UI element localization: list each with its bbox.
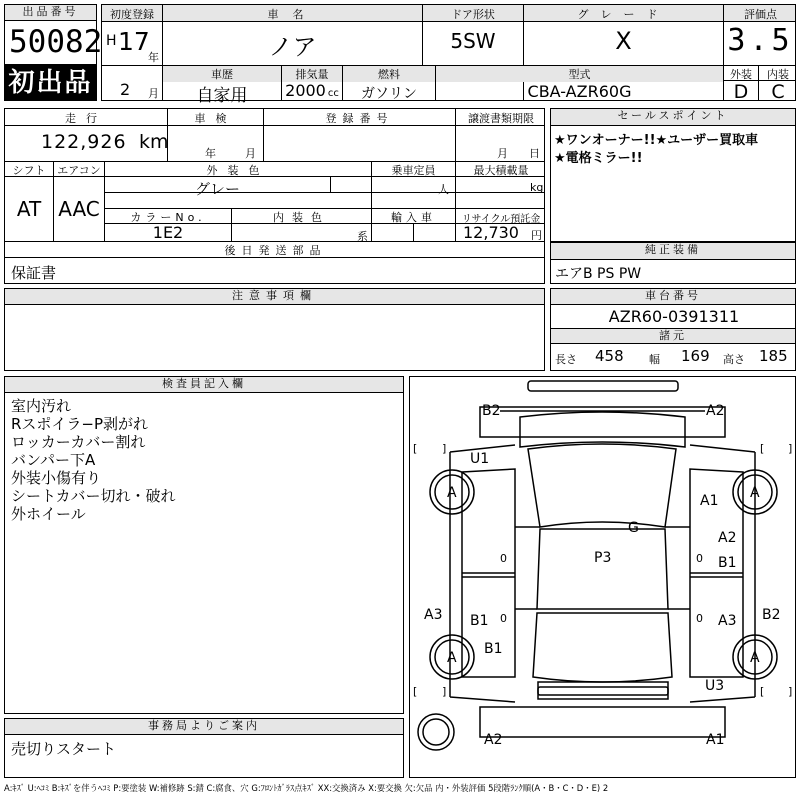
inspector-line: シートカバー切れ・破れ xyxy=(11,487,176,505)
disp-unit: cc xyxy=(327,88,339,99)
transfer-label: 譲渡書類期限 xyxy=(468,112,534,125)
ext-grade: D xyxy=(733,81,749,103)
mark-b1-lower: B1 xyxy=(484,641,503,657)
lot-box xyxy=(4,4,103,65)
mark-b2-top: B2 xyxy=(482,403,501,419)
mark-a2-bottom: A2 xyxy=(484,732,503,748)
inspector-line: 外装小傷有り xyxy=(11,469,102,487)
transfer-day-unit: 日 xyxy=(529,147,540,160)
sales-label: セールスポイント xyxy=(551,109,795,126)
recycle-unit: 円 xyxy=(531,229,542,242)
bracket-close-bl: ] xyxy=(442,685,447,698)
model-label: 型式 xyxy=(436,66,723,82)
fuel-label: 燃料 xyxy=(343,66,435,82)
ac-label: エアコン xyxy=(57,164,101,177)
mark-u1: U1 xyxy=(470,451,490,467)
sales-line-2: ★電格ミラー!! xyxy=(554,151,643,166)
score-label: 評価点 xyxy=(744,8,777,21)
inspection-label: 車検 xyxy=(194,112,237,125)
colorno-label: カラーNo. xyxy=(130,211,206,224)
bracket-close-tl: ] xyxy=(442,442,447,455)
ac: AAC xyxy=(58,197,100,221)
history: 自家用 xyxy=(196,86,248,106)
chassis-box xyxy=(550,288,796,371)
vehicle-info-box xyxy=(101,4,796,106)
length: 458 xyxy=(595,347,624,365)
mark-b1-right: B1 xyxy=(718,555,737,571)
model: CBA-AZR60G xyxy=(527,82,632,101)
month-unit: 月 xyxy=(148,87,159,100)
later-label: 後日発送部品 xyxy=(224,244,327,257)
mileage-label: 走行 xyxy=(65,112,107,125)
era: H xyxy=(106,33,117,49)
year-unit: 年 xyxy=(148,51,159,64)
mark-a1-right: A1 xyxy=(700,493,719,509)
displacement xyxy=(282,81,342,100)
height-label: 高さ xyxy=(723,353,745,366)
capacity-label: 乗車定員 xyxy=(391,164,436,177)
mark-a1-bottom: A1 xyxy=(706,732,725,748)
sales-box xyxy=(550,108,796,242)
inspector-lines xyxy=(11,397,176,523)
equipment-value: エアB PS PW xyxy=(555,266,642,282)
height: 185 xyxy=(759,347,788,365)
inspector-box xyxy=(4,376,404,714)
car-diagram-svg xyxy=(410,377,795,777)
mileage-unit: km xyxy=(139,131,169,153)
notes-box xyxy=(4,288,545,371)
inspector-line: 外ホイール xyxy=(11,505,86,523)
mark-a2-top: A2 xyxy=(706,403,725,419)
mark-a2-right: A2 xyxy=(718,530,737,546)
mark-a3-left: A3 xyxy=(424,607,443,623)
int-label: 内装 xyxy=(767,68,789,81)
disp-value: 2000 xyxy=(285,81,326,100)
color-label: 外装色 xyxy=(206,164,270,177)
equipment-box xyxy=(550,242,796,284)
office-label: 事務局よりご案内 xyxy=(5,719,403,735)
mark-tire-fl: A xyxy=(447,485,457,501)
name-label: 車名 xyxy=(267,8,318,21)
bracket-close-tr: ] xyxy=(788,442,793,455)
regno-label: 登録番号 xyxy=(325,112,394,125)
month: 2 xyxy=(120,80,131,99)
mileage: 122,926 xyxy=(41,131,127,153)
mark-tire-fr: A xyxy=(750,485,760,501)
reg-year: 17 xyxy=(118,27,150,56)
interior-unit: 系 xyxy=(357,230,368,243)
int-grade: C xyxy=(771,81,785,103)
length-label: 長さ xyxy=(555,353,577,366)
bracket-open-tr: [ xyxy=(760,442,765,455)
ext-label: 外装 xyxy=(730,68,752,81)
small-zero-right: 0 xyxy=(696,552,703,565)
inspection-month-unit: 月 xyxy=(245,147,256,160)
shift-label: シフト xyxy=(12,164,46,177)
transfer-month-unit: 月 xyxy=(497,147,508,160)
reg-label: 初度登録 xyxy=(110,8,154,21)
door-type: 5SW xyxy=(450,29,496,53)
ext-color: グレー xyxy=(194,180,240,198)
chassis-number: AZR60-0391311 xyxy=(608,307,740,326)
width: 169 xyxy=(681,347,710,365)
bracket-close-br: ] xyxy=(788,685,793,698)
bracket-open-tl: [ xyxy=(413,442,418,455)
later-value: 保証書 xyxy=(11,264,57,282)
office-box xyxy=(4,718,404,778)
car-name: ノア xyxy=(268,33,317,61)
load-unit: kg xyxy=(530,181,544,194)
door-label: ドア形状 xyxy=(451,8,495,21)
fuel: ガソリン xyxy=(361,86,417,102)
import-label: 輸入車 xyxy=(391,211,436,224)
dims-label: 諸元 xyxy=(551,329,795,344)
car-diagram xyxy=(409,376,796,778)
bracket-open-bl: [ xyxy=(413,685,418,698)
first-listing-badge xyxy=(4,65,97,101)
legend: A:ｷｽﾞ U:ﾍｺﾐ B:ｷｽﾞを伴うﾍｺﾐ P:要塗装 W:補修跡 S:錆 C:腐食、穴 G:ﾌﾛﾝﾄｶﾞﾗｽ点ｷｽﾞ XX:交換済み X:要交換 欠:欠品 内・外装評価 5段階ﾗﾝｸ順(A・B・C・D・E) 2 xyxy=(4,783,609,793)
detail-box xyxy=(4,108,545,284)
sales-line-1: ★ワンオーナー!!★ユーザー買取車 xyxy=(554,133,759,148)
capacity-unit: 人 xyxy=(438,183,449,196)
color-number: 1E2 xyxy=(152,223,184,242)
lot-number: 50082 xyxy=(9,24,103,60)
mark-b1-left: B1 xyxy=(470,613,489,629)
mark-p3: P3 xyxy=(594,550,612,566)
small-zero-right-2: 0 xyxy=(696,612,703,625)
load-label: 最大積載量 xyxy=(473,164,529,177)
inspector-line: バンパー下A xyxy=(11,451,96,469)
mark-tire-rl: A xyxy=(447,650,457,666)
width-label: 幅 xyxy=(649,353,660,366)
interior-label: 内装色 xyxy=(273,211,330,224)
recycle: 12,730 xyxy=(463,223,519,242)
history-label: 車歴 xyxy=(163,66,281,82)
score: 3.5 xyxy=(727,23,794,58)
notes-label: 注意事項欄 xyxy=(5,289,544,305)
bracket-open-br: [ xyxy=(760,685,765,698)
disp-label: 排気量 xyxy=(282,66,342,82)
chassis-label: 車台番号 xyxy=(551,289,795,305)
inspector-line: 室内汚れ xyxy=(11,397,72,415)
first-listing-text: 初出品 xyxy=(8,68,93,98)
mark-tire-rr: A xyxy=(750,650,760,666)
recycle-label: リサイクル預託金 xyxy=(461,214,541,225)
small-zero-left: 0 xyxy=(500,552,507,565)
inspector-line: ロッカーカバー割れ xyxy=(11,433,146,451)
mark-b2-right: B2 xyxy=(762,607,781,623)
inspection-year-unit: 年 xyxy=(205,147,216,160)
office-value: 売切りスタート xyxy=(11,740,117,758)
inspector-label: 検査員記入欄 xyxy=(5,377,403,393)
small-zero-left-2: 0 xyxy=(500,612,507,625)
mark-g: G xyxy=(628,520,639,536)
mark-a3-right: A3 xyxy=(718,613,737,629)
mark-u3: U3 xyxy=(705,678,725,694)
equipment-label: 純正装備 xyxy=(551,243,795,260)
inspector-line: Rスポイラ−P剥がれ xyxy=(11,415,149,433)
lot-label: 出品番号 xyxy=(5,5,96,21)
grade: X xyxy=(615,27,632,55)
shift: AT xyxy=(16,197,42,221)
grade-label: グレード xyxy=(577,8,670,21)
